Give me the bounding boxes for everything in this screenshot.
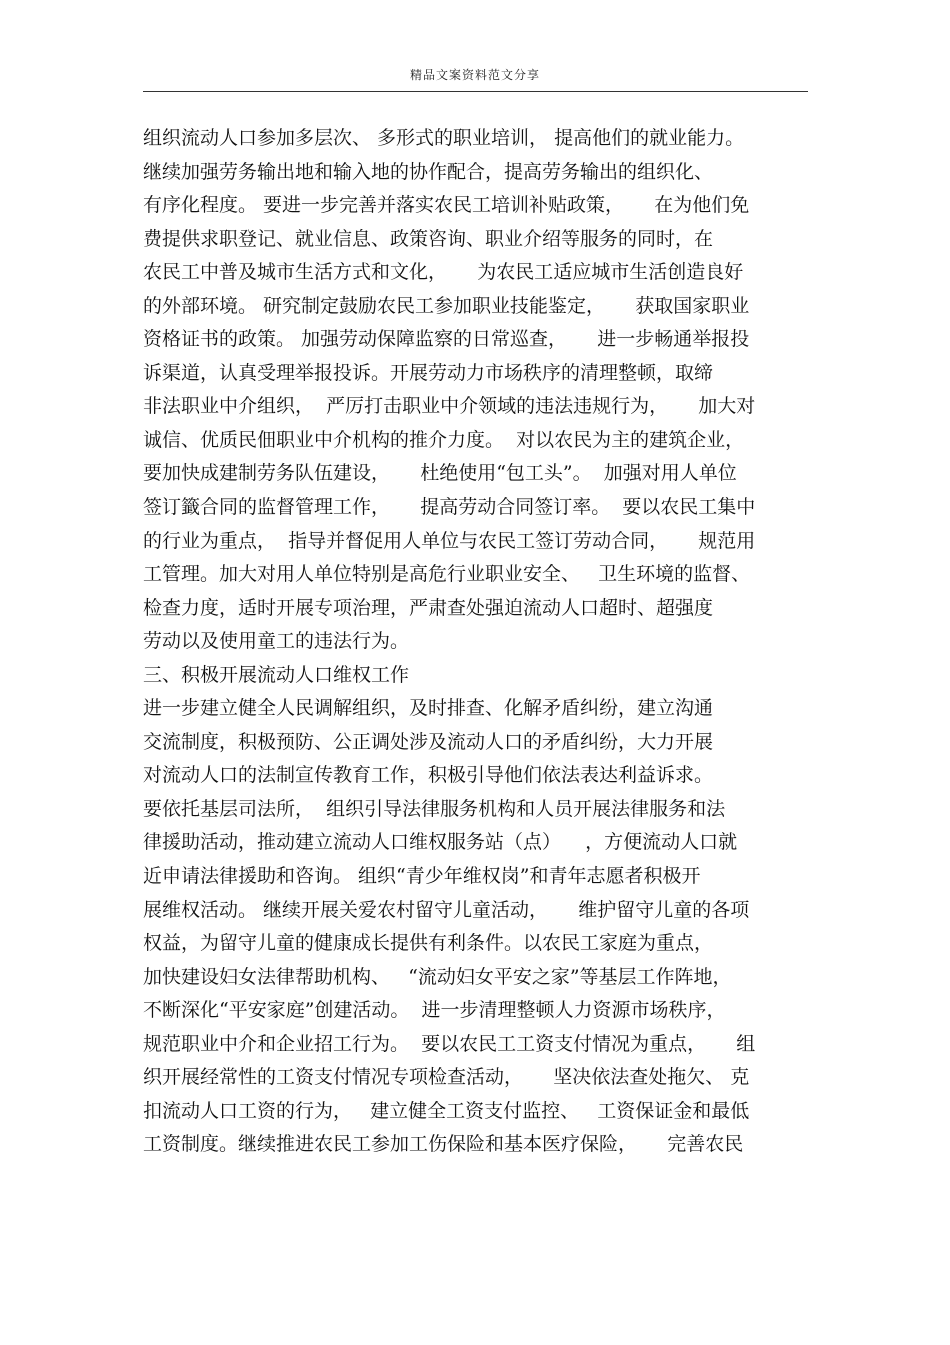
text-line: 加快建设妇女法律帮助机构、 “流动妇女平安之家”等基层工作阵地， xyxy=(143,965,732,988)
header-divider xyxy=(143,91,808,92)
text-line: 近申请法律援助和咨询。 组织“青少年维权岗”和青年志愿者积极开 xyxy=(143,865,701,888)
text-line: 不断深化“平安家庭”创建活动。 进一步清理整顿人力资源市场秩序， xyxy=(143,999,726,1022)
text-line: 权益，为留守儿童的健康成长提供有利条件。以农民工家庭为重点， xyxy=(143,932,714,955)
text-line: 进一步建立健全人民调解组织，及时排查、化解矛盾纠纷，建立沟通 xyxy=(143,697,714,720)
text-line: 诉渠道，认真受理举报投诉。开展劳动力市场秩序的清理整顿，取缔 xyxy=(143,361,714,384)
text-line: 工管理。加大对用人单位特别是高危行业职业安全、 卫生环境的监督、 xyxy=(143,563,751,586)
document-body xyxy=(143,122,823,1162)
text-line: 劳动以及使用童工的违法行为。 xyxy=(143,630,410,653)
text-line: 组织流动人口参加多层次、 多形式的职业培训， 提高他们的就业能力。 xyxy=(143,127,745,149)
text-line: 诚信、优质民佃职业中介机构的推介力度。 对以农民为主的建筑企业， xyxy=(143,428,745,451)
text-line: 签订籤合同的监督管理工作， 提高劳动合同签订率。 要以农民工集中 xyxy=(143,496,756,519)
page-header: 精品文案资料范文分享 xyxy=(409,68,540,82)
text-line: 织开展经常性的工资支付情况专项检查活动， 坚决依法查处拖欠、 克 xyxy=(143,1066,750,1089)
text-line: 检查力度，适时开展专项治理，严肃查处强迫流动人口超时、超强度 xyxy=(143,596,714,619)
text-line: 对流动人口的法制宣传教育工作，积极引导他们依法表达利益诉求。 xyxy=(143,764,714,787)
text-line: 交流制度，积极预防、公正调处涉及流动人口的矛盾纠纷，大力开展 xyxy=(143,730,714,753)
text-line: 农民工中普及城市生活方式和文化， 为农民工适应城市生活创造良好 xyxy=(143,261,744,284)
text-line: 展维权活动。 继续开展关爱农村留守儿童活动， 维护留守儿童的各项 xyxy=(143,898,750,921)
text-line: 规范职业中介和企业招工行为。 要以农民工工资支付情况为重点， 组 xyxy=(143,1032,756,1055)
text-line: 继续加强劳务输出地和输入地的协作配合，提高劳务输出的组织化、 xyxy=(143,160,714,183)
text-line: 三、积极开展流动人口维权工作 xyxy=(143,663,410,686)
text-line: 要加快成建制劳务队伍建设， 杜绝使用“包工头”。 加强对用人单位 xyxy=(143,462,737,485)
text-line: 有序化程度。 要进一步完善并落实农民工培训补贴政策， 在为他们免 xyxy=(143,194,750,217)
text-line: 工资制度。继续推进农民工参加工伤保险和基本医疗保险， 完善农民 xyxy=(143,1133,744,1156)
text-line: 扣流动人口工资的行为， 建立健全工资支付监控、 工资保证金和最低 xyxy=(143,1099,750,1122)
text-line: 的行业为重点， 指导并督促用人单位与农民工签订劳动合同， 规范用 xyxy=(143,529,756,552)
text-line: 资格证书的政策。 加强劳动保障监察的日常巡查， 进一步畅通举报投 xyxy=(143,328,750,351)
text-line: 非法职业中介组织， 严厉打击职业中介领域的违法违规行为， 加大对 xyxy=(143,395,756,418)
text-line: 的外部环境。 研究制定鼓励农民工参加职业技能鉴定， 获取国家职业 xyxy=(143,294,750,317)
text-line: 律援助活动，推动建立流动人口维权服务站（点） ，方便流动人口就 xyxy=(143,831,738,854)
text-line: 要依托基层司法所， 组织引导法律服务机构和人员开展法律服务和法 xyxy=(143,797,726,820)
text-line: 费提供求职登记、就业信息、政策咨询、职业介绍等服务的同时，在 xyxy=(143,227,714,250)
